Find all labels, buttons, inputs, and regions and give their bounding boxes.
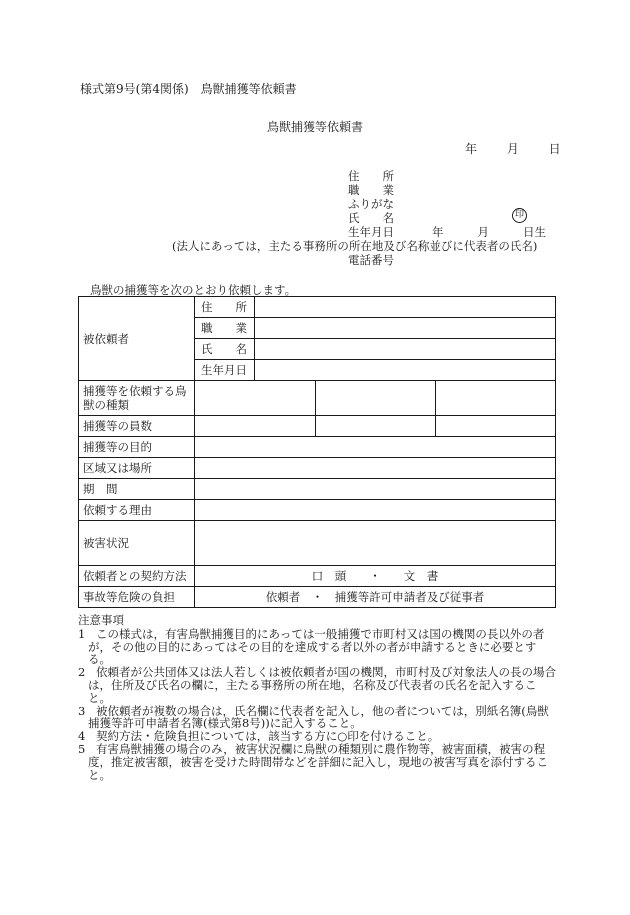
date-month: 月	[506, 142, 519, 156]
seal-mark: 印	[512, 208, 527, 223]
applicant-birthdate-label: 生年月日	[348, 225, 394, 239]
note-item: 2 依頼者が公共団体又は法人若しくは被依頼者が国の機関，市町村及び対象法人の長の場合は，住所及び氏名の欄に，主たる事務所の所在地，名称及び代表者の氏名を記入すること。	[78, 665, 556, 705]
contract-method-options[interactable]: 口 頭 ・ 文 書	[195, 566, 556, 587]
birth-year: 年	[432, 225, 444, 239]
table-row	[79, 566, 556, 587]
period-label: 期 間	[79, 479, 195, 500]
document-title: 鳥獣捕獲等依頼書	[266, 120, 363, 134]
corporate-note: (法人にあっては，主たる事務所の所在地及び名称並びに代表者の氏名)	[172, 239, 538, 253]
table-row	[79, 521, 556, 566]
note-item: 5 有害鳥獣捕獲の場合のみ，被害状況欄に鳥獣の種類別に農作物等，被害面積，被害の程度，推定被害額，被害を受けた時間帯などを詳細に記入し，現地の被害写真を添付すること。	[78, 741, 548, 782]
note-item: 4 契約方法・危険負担については，該当する方に○印を付けること。	[78, 729, 440, 744]
applicant-address-label: 住 所	[348, 169, 394, 183]
count-field-2[interactable]	[316, 416, 436, 437]
count-field-3[interactable]	[436, 416, 556, 437]
note-item: 3 被依頼者が複数の場合は，氏名欄に代表者を記入し，他の者については，別紙名簿(鳥獣捕獲等許可申請者名簿(様式第8号))に記入すること。	[78, 703, 549, 731]
table-row	[79, 479, 556, 500]
requestee-address-field[interactable]	[255, 297, 556, 318]
requestee-birthdate-field[interactable]	[255, 360, 556, 381]
purpose-field[interactable]	[195, 437, 556, 458]
area-label: 区域又は場所	[79, 458, 195, 479]
table-row	[79, 587, 556, 608]
date-year: 年	[465, 142, 478, 156]
risk-label: 事故等危険の負担	[79, 587, 195, 608]
requestee-occupation-label: 職 業	[195, 318, 255, 339]
count-field-1[interactable]	[195, 416, 316, 437]
table-row	[79, 458, 556, 479]
table-row	[79, 416, 556, 437]
requestee-name-field[interactable]	[255, 339, 556, 360]
applicant-furigana-label: ふりがな	[348, 197, 394, 211]
species-field-2[interactable]	[316, 381, 436, 416]
request-table	[78, 296, 556, 608]
notes-section	[78, 614, 558, 781]
notes-heading: 注意事項	[78, 613, 124, 627]
requestee-address-label: 住 所	[195, 297, 255, 318]
requestee-label: 被依頼者	[79, 297, 195, 381]
date-line	[465, 140, 561, 157]
damage-field[interactable]	[195, 521, 556, 566]
applicant-phone-label: 電話番号	[348, 253, 394, 267]
table-row	[79, 437, 556, 458]
table-row	[79, 500, 556, 521]
reason-label: 依頼する理由	[79, 500, 195, 521]
contract-method-label: 依頼者との契約方法	[79, 566, 195, 587]
requestee-name-label: 氏 名	[195, 339, 255, 360]
reason-field[interactable]	[195, 500, 556, 521]
birth-month: 月	[477, 225, 489, 239]
date-day: 日	[548, 142, 561, 156]
applicant-occupation-label: 職 業	[348, 183, 394, 197]
note-item: 1 この様式は，有害鳥獣捕獲目的にあっては一般捕獲で市町村又は国の機関の長以外の者が，その他の目的にあってはその目的を達成する者以外の者が申請するときに必要とする。	[78, 626, 545, 667]
species-field-1[interactable]	[195, 381, 316, 416]
purpose-label: 捕獲等の目的	[79, 437, 195, 458]
form-label: 様式第9号(第4関係) 鳥獣捕獲等依頼書	[80, 82, 297, 96]
requestee-occupation-field[interactable]	[255, 318, 556, 339]
applicant-name-label: 氏 名	[348, 211, 394, 225]
species-label: 捕獲等を依頼する鳥獣の種類	[79, 381, 195, 416]
period-field[interactable]	[195, 479, 556, 500]
table-row	[79, 381, 556, 416]
risk-options[interactable]: 依頼者 ・ 捕獲等許可申請者及び従事者	[195, 587, 556, 608]
species-field-3[interactable]	[436, 381, 556, 416]
area-field[interactable]	[195, 458, 556, 479]
intro-text: 鳥獣の捕獲等を次のとおり依頼します。	[90, 283, 297, 297]
birth-suffix: 日生	[523, 225, 546, 239]
damage-label: 被害状況	[79, 521, 195, 566]
table-row	[79, 297, 556, 318]
requestee-birthdate-label: 生年月日	[195, 360, 255, 381]
count-label: 捕獲等の員数	[79, 416, 195, 437]
